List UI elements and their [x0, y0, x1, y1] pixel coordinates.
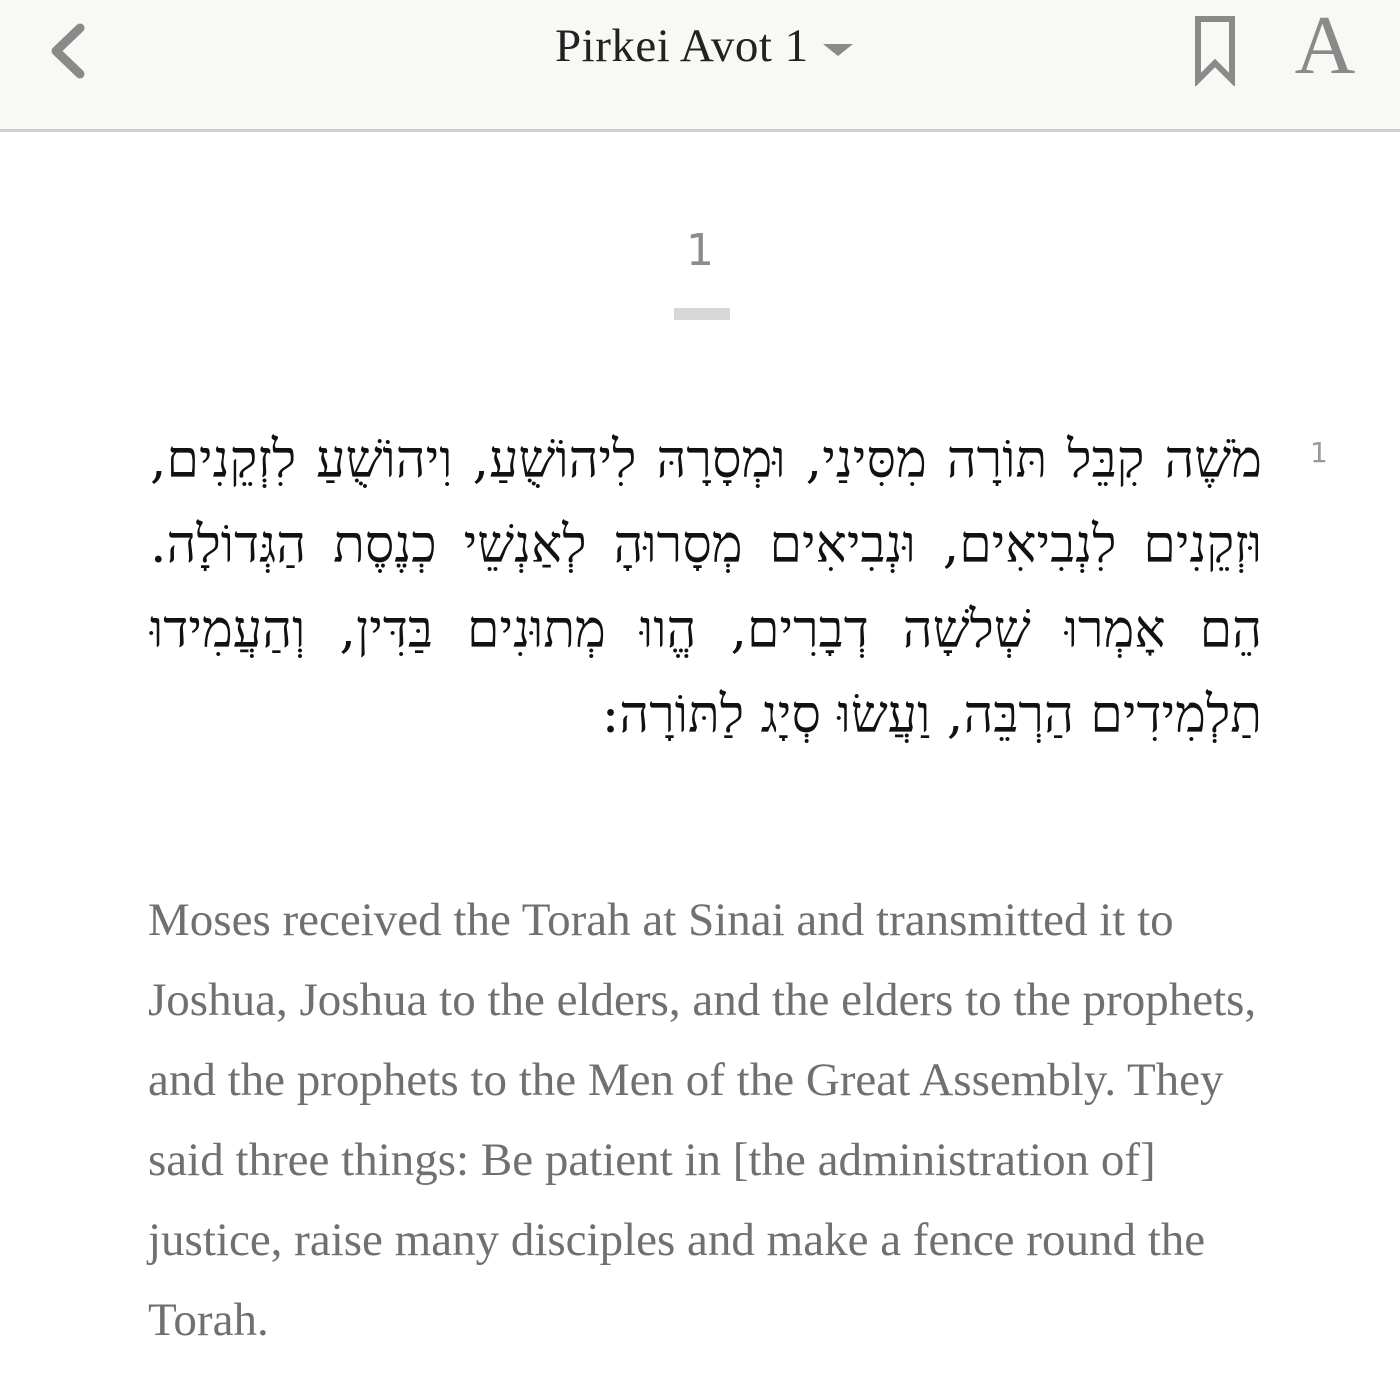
verse-english-text[interactable]: Moses received the Torah at Sinai and transmitted it to Joshua, Joshua to the elders, and the elders to the prophets, and the prophets to the Men of the Great Assembly. They said three things: Be patient in [the administration of] justice, raise many disciples and make a fence round the Torah. [148, 894, 1257, 1346]
verse-hebrew-text[interactable]: מֹשֶׁה קִבֵּל תּוֹרָה מִסִּינַי, וּמְסָרָהּ לִיהוֹשֻׁעַ, וִיהוֹשֻׁעַ לִזְקֵנִים, וּזְקֵנִים לִנְבִיאִים, וּנְבִיאִים מְסָרוּהָ לְאַנְשֵׁי כְנֶסֶת הַגְּדוֹלָה. הֵם אָמְרוּ שְׁלשָׁה דְבָרִים, הֱווּ מְתוּנִים בַּדִּין, וְהַעֲמִידוּ תַלְמִידִים הַרְבֵּה, וַעֲשׂוּ סְיָג לַתּוֹרָה: [150, 430, 1262, 745]
caret-down-icon [823, 44, 853, 56]
chapter-number: 1 [686, 225, 714, 276]
chevron-left-icon [40, 18, 100, 84]
bookmark-button[interactable] [1192, 14, 1238, 86]
back-button[interactable] [40, 18, 100, 84]
page-title: Pirkei Avot 1 [555, 20, 809, 72]
font-settings-button[interactable]: A [1294, 0, 1356, 92]
chapter-divider [674, 308, 730, 320]
bookmark-icon [1192, 14, 1238, 86]
top-bar [0, 0, 1400, 132]
chapter-selector[interactable] [555, 14, 853, 78]
verse-number[interactable]: 1 [1310, 436, 1328, 469]
